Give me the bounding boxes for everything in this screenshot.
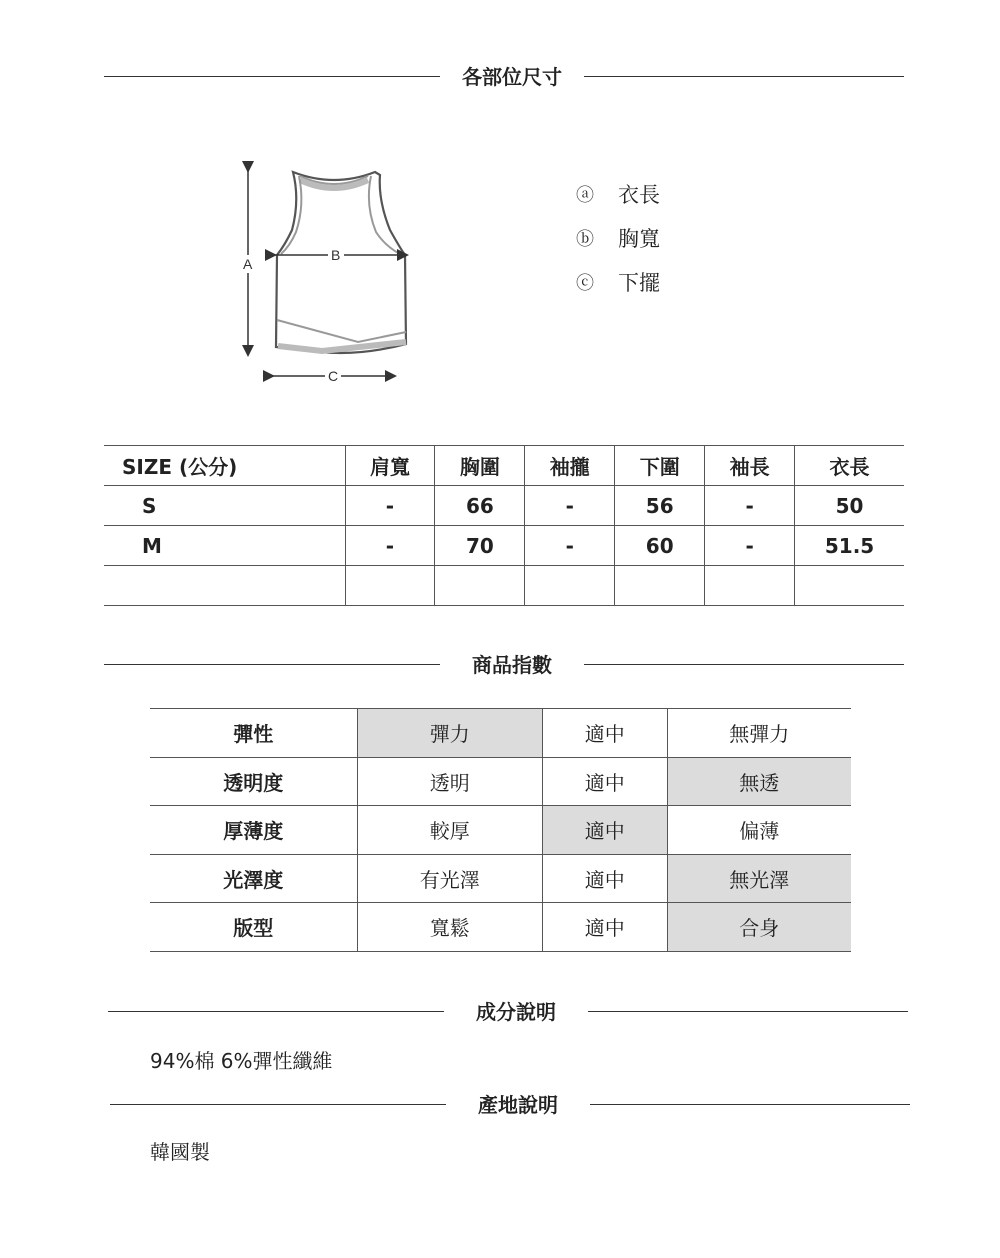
table-cell: - bbox=[525, 526, 615, 566]
divider-line bbox=[584, 664, 904, 665]
table-cell bbox=[435, 566, 525, 606]
table-cell: 50 bbox=[795, 486, 904, 526]
section-header-origin bbox=[0, 1090, 1000, 1120]
size-label: S bbox=[104, 486, 345, 526]
table-cell: 51.5 bbox=[795, 526, 904, 566]
size-label: M bbox=[104, 526, 345, 566]
circled-a-icon: ⓐ bbox=[576, 185, 594, 206]
label-b: B bbox=[331, 247, 341, 263]
table-cell: - bbox=[345, 526, 435, 566]
section-title: 成分說明 bbox=[476, 1000, 556, 1024]
index-option: 無光澤 bbox=[667, 854, 851, 903]
legend-item bbox=[576, 172, 660, 216]
table-row bbox=[150, 806, 851, 855]
section-title: 產地說明 bbox=[478, 1093, 558, 1117]
index-option: 適中 bbox=[542, 903, 667, 952]
table-cell: - bbox=[705, 526, 795, 566]
table-header-row bbox=[104, 446, 904, 486]
garment-diagram bbox=[230, 160, 420, 390]
index-label: 厚薄度 bbox=[150, 806, 357, 855]
size-table bbox=[104, 445, 904, 606]
section-header-product-index bbox=[0, 650, 1000, 680]
legend-label: 下擺 bbox=[618, 271, 660, 295]
index-option: 無彈力 bbox=[667, 709, 851, 758]
index-label: 光澤度 bbox=[150, 854, 357, 903]
index-label: 透明度 bbox=[150, 757, 357, 806]
legend-item bbox=[576, 216, 660, 260]
table-cell bbox=[345, 566, 435, 606]
circled-c-icon: ⓒ bbox=[576, 273, 594, 294]
table-cell: - bbox=[705, 486, 795, 526]
table-cell: 60 bbox=[615, 526, 705, 566]
table-row bbox=[150, 757, 851, 806]
circled-b-icon: ⓑ bbox=[576, 229, 594, 250]
label-c: C bbox=[328, 368, 339, 384]
table-cell bbox=[525, 566, 615, 606]
index-option: 較厚 bbox=[357, 806, 542, 855]
table-row bbox=[150, 903, 851, 952]
column-header: SIZE (公分) bbox=[104, 446, 345, 486]
table-row bbox=[104, 566, 904, 606]
table-cell bbox=[615, 566, 705, 606]
index-label: 版型 bbox=[150, 903, 357, 952]
column-header: 袖長 bbox=[705, 446, 795, 486]
index-option: 彈力 bbox=[357, 709, 542, 758]
index-option: 適中 bbox=[542, 757, 667, 806]
table-row bbox=[150, 854, 851, 903]
index-label: 彈性 bbox=[150, 709, 357, 758]
size-label bbox=[104, 566, 345, 606]
divider-line bbox=[110, 1104, 446, 1105]
table-row bbox=[104, 486, 904, 526]
divider-line bbox=[588, 1011, 908, 1012]
table-cell: - bbox=[345, 486, 435, 526]
index-option: 有光澤 bbox=[357, 854, 542, 903]
index-option: 適中 bbox=[542, 709, 667, 758]
column-header: 胸圍 bbox=[435, 446, 525, 486]
section-title: 各部位尺寸 bbox=[462, 65, 562, 89]
column-header: 肩寬 bbox=[345, 446, 435, 486]
section-header-measurements bbox=[0, 62, 1000, 92]
composition-text: 94%棉 6%彈性纖維 bbox=[150, 1049, 333, 1073]
divider-line bbox=[584, 76, 904, 77]
index-option: 寬鬆 bbox=[357, 903, 542, 952]
legend-item bbox=[576, 260, 660, 304]
column-header: 衣長 bbox=[795, 446, 904, 486]
divider-line bbox=[590, 1104, 910, 1105]
table-cell bbox=[795, 566, 904, 606]
column-header: 下圍 bbox=[615, 446, 705, 486]
table-row bbox=[104, 526, 904, 566]
divider-line bbox=[104, 76, 440, 77]
legend-label: 胸寬 bbox=[618, 227, 660, 251]
divider-line bbox=[104, 664, 440, 665]
index-option: 適中 bbox=[542, 854, 667, 903]
table-cell: 70 bbox=[435, 526, 525, 566]
legend-label: 衣長 bbox=[618, 183, 660, 207]
measurement-legend bbox=[576, 172, 660, 304]
table-cell: 66 bbox=[435, 486, 525, 526]
index-option: 無透 bbox=[667, 757, 851, 806]
origin-text: 韓國製 bbox=[150, 1140, 210, 1164]
table-cell: 56 bbox=[615, 486, 705, 526]
label-a: A bbox=[243, 256, 253, 272]
table-cell bbox=[705, 566, 795, 606]
index-option: 合身 bbox=[667, 903, 851, 952]
divider-line bbox=[108, 1011, 444, 1012]
product-index-table bbox=[150, 708, 851, 952]
index-option: 適中 bbox=[542, 806, 667, 855]
table-row bbox=[150, 709, 851, 758]
index-option: 透明 bbox=[357, 757, 542, 806]
table-cell: - bbox=[525, 486, 615, 526]
index-option: 偏薄 bbox=[667, 806, 851, 855]
section-title: 商品指數 bbox=[472, 653, 552, 677]
column-header: 袖攏 bbox=[525, 446, 615, 486]
section-header-composition bbox=[0, 997, 1000, 1027]
